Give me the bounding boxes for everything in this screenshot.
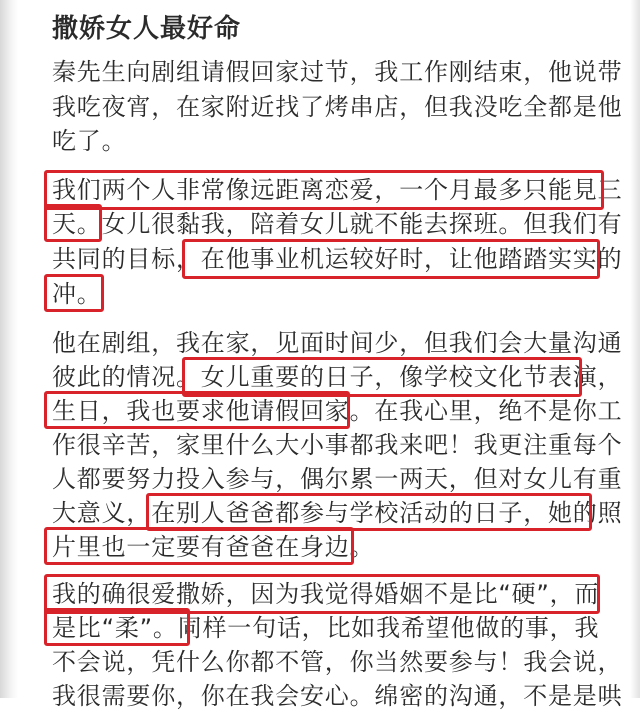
page-shadow-right	[630, 0, 640, 698]
article-title: 撒娇女人最好命	[52, 14, 242, 44]
paragraph-line: 是比“柔”。同样一句话，比如我希望他做的事，我	[52, 614, 600, 642]
paragraph-line: 生日，我也要求他请假回家。在我心里，绝不是你工	[52, 397, 623, 425]
paragraph-line: 天。女儿很黏我，陪着女儿就不能去探班。但我们有	[52, 210, 623, 238]
paragraph-line: 不会说，凭什么你都不管，你当然要参与！我会说，	[52, 648, 623, 676]
paragraph-line: 大意义，在别人爸爸都参与学校活动的日子，她的照	[52, 499, 623, 527]
paragraph-line: 作很辛苦，家里什么大小事都我来吧！我更注重每个	[52, 431, 623, 459]
paragraph-line: 我们两个人非常像远距离恋爱，一个月最多只能見三	[52, 176, 623, 204]
paragraph-line: 秦先生向剧组请假回家过节，我工作刚结束，他说带	[52, 58, 623, 86]
paragraph-line: 共同的目标，在他事业机运较好时，让他踏踏实实的	[52, 245, 623, 273]
paragraph-line: 片里也一定要有爸爸在身边。	[52, 533, 375, 561]
paragraph-line: 我的确很爱撒娇，因为我觉得婚姻不是比“硬”，而	[52, 580, 600, 608]
paragraph-line: 人都要努力投入参与，偶尔累一两天，但对女儿有重	[52, 465, 623, 493]
page-shadow-left	[0, 0, 18, 698]
paragraph-line: 吃了。	[52, 127, 127, 155]
paragraph-line: 彼此的情况。女儿重要的日子，像学校文化节表演，	[52, 363, 623, 391]
paragraph-line: 冲。	[52, 280, 102, 308]
paragraph-line: 我吃夜宵，在家附近找了烤串店，但我没吃全都是他	[52, 93, 623, 121]
paragraph-line: 我很需要你，你在我会安心。绵密的沟通，不是是哄	[52, 682, 623, 710]
paragraph-line: 他在剧组，我在家，见面时间少，但我们会大量沟通	[52, 329, 623, 357]
